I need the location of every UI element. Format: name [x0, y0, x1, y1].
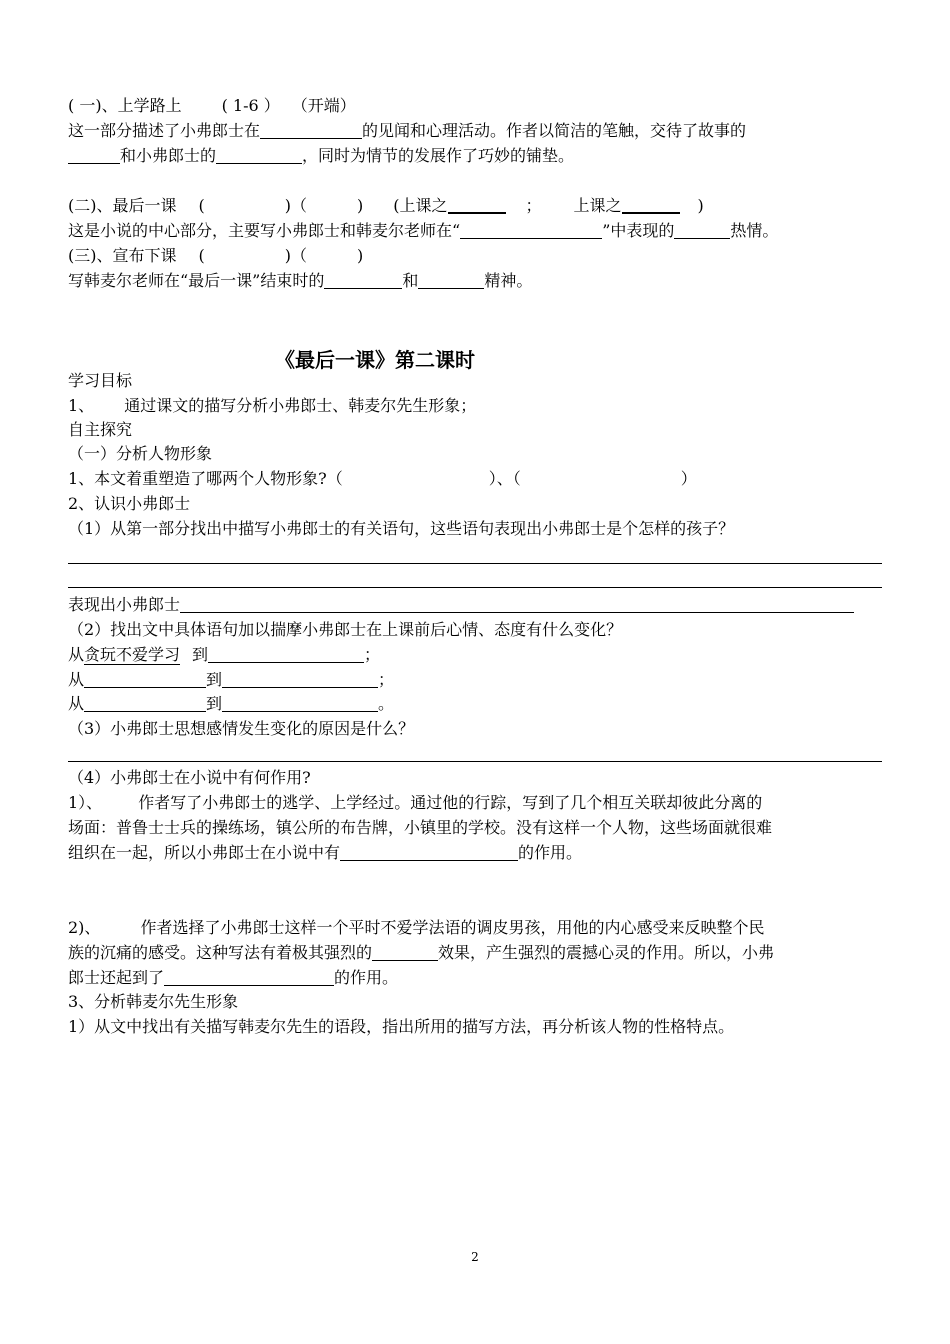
fill-blank[interactable]: [260, 122, 362, 139]
text-segment: 的作用。: [518, 843, 583, 862]
text-segment: 组织在一起，所以小弗郎士在小说中有: [68, 843, 341, 862]
fill-blank[interactable]: [84, 695, 206, 712]
text-segment: ，同时为情节的发展作了巧妙的铺垫。: [302, 146, 575, 165]
to-label: 到: [192, 645, 209, 664]
paren: (: [198, 196, 205, 215]
goals-item-number: 1、: [68, 396, 95, 415]
fill-blank[interactable]: [340, 844, 518, 861]
from-example: 贪玩不爱学习: [84, 645, 181, 664]
q2-1-answer: [68, 595, 882, 615]
text-segment: 写韩麦尔老师在“最后一课”结束时的: [68, 271, 325, 290]
role-2-line3: [68, 968, 398, 988]
text-segment: 作者写了小弗郎士的逃学、上学经过。通过他的行踪，写到了几个相互关联却彼此分离的: [138, 793, 763, 812]
part1-line2: [68, 146, 574, 166]
question-1: [68, 469, 697, 489]
question-3-1: 1）从文中找出有关描写韩麦尔先生的语段，指出所用的描写方法，再分析该人物的性格特点。: [68, 1017, 735, 1036]
role-2-line1: [68, 918, 764, 938]
text-segment: 的见闻和心理活动。作者以简洁的笔触，交待了故事的: [362, 121, 747, 140]
question-2: 2、认识小弗郎士: [68, 494, 191, 513]
part1-tag: （开端）: [291, 96, 356, 115]
to-label: 到: [206, 670, 223, 689]
text-segment: 和小弗郎士的: [120, 146, 217, 165]
text-segment: 热情。: [730, 221, 779, 240]
text-segment: 这是小说的中心部分，主要写小弗郎士和韩麦尔老师在“: [68, 221, 461, 240]
answer-line[interactable]: [68, 563, 882, 564]
paren: )（: [284, 196, 307, 215]
fill-blank[interactable]: [222, 695, 378, 712]
from-label: 从: [68, 645, 85, 664]
text-segment: 郎士还起到了: [68, 968, 165, 987]
fill-blank[interactable]: [324, 272, 402, 289]
role-1-line2: 场面：普鲁士士兵的操练场，镇公所的布告牌，小镇里的学校。没有这样一个人物，这些场面就很难: [68, 818, 773, 837]
explore-heading: 自主探究: [68, 420, 133, 439]
part1-heading-line: [68, 96, 356, 116]
role-2-number: 2)、: [68, 918, 101, 937]
paren: ): [697, 196, 704, 215]
after-class-label: 上课之: [573, 196, 622, 215]
question-3: 3、分析韩麦尔先生形象: [68, 992, 239, 1011]
fill-blank[interactable]: [164, 969, 334, 986]
answer-line[interactable]: [68, 761, 882, 762]
text-segment: 1、本文着重塑造了哪两个人物形象?（: [68, 469, 343, 488]
part3-line: [68, 271, 532, 291]
fill-blank[interactable]: [208, 646, 364, 663]
part3-heading-line: [68, 246, 363, 266]
question-2-1: （1）从第一部分找出中描写小弗郎士的有关语句，这些语句表现出小弗郎士是个怎样的孩子？: [68, 519, 735, 538]
part2-line: [68, 221, 778, 241]
page-number: 2: [471, 1250, 479, 1264]
question-2-4: （4）小弗郎士在小说中有何作用?: [68, 768, 311, 787]
change-row-2: [68, 670, 394, 690]
question-2-2: （2）找出文中具体语句加以揣摩小弗郎士在上课前后心情、态度有什么变化？: [68, 620, 623, 639]
answer-line[interactable]: [68, 587, 882, 588]
part3-heading: (三)、宣布下课: [68, 246, 177, 265]
goals-item-text: 通过课文的描写分析小弗郎士、韩麦尔先生形象；: [124, 396, 477, 415]
fill-blank[interactable]: [674, 222, 730, 239]
text-segment: 这一部分描述了小弗郎士在: [68, 121, 261, 140]
text-segment: 作者选择了小弗郎士这样一个平时不爱学法语的调皮男孩，用他的内心感受来反映整个民: [140, 918, 765, 937]
part2-heading: (二)、最后一课: [68, 196, 177, 215]
text-segment: ）、（: [488, 469, 521, 488]
text-segment: 效果，产生强烈的震撼心灵的作用。所以，小弗: [438, 943, 775, 962]
change-row-3: [68, 694, 394, 714]
explore-sub1: （一）分析人物形象: [68, 444, 213, 463]
text-segment: ”中表现的: [602, 221, 675, 240]
fill-blank[interactable]: [460, 222, 602, 239]
semicolon: ；: [525, 196, 542, 215]
paren: ): [357, 246, 364, 265]
before-class-label: (上课之: [393, 196, 448, 215]
part1-range: ( 1-6 ）: [221, 96, 280, 115]
part2-heading-line: [68, 196, 704, 216]
text-segment: 表现出小弗郎士: [68, 595, 181, 614]
from-label: 从: [68, 670, 85, 689]
part1-line1: [68, 121, 746, 141]
text-segment: 族的沉痛的感受。这种写法有着极其强烈的: [68, 943, 373, 962]
paren: ): [357, 196, 364, 215]
paren: )（: [284, 246, 307, 265]
text-segment: 的作用。: [334, 968, 399, 987]
role-1-line3: [68, 843, 582, 863]
lesson-title: 《最后一课》第二课时: [275, 348, 475, 372]
goals-item: [68, 396, 476, 416]
goals-heading: 学习目标: [68, 371, 133, 390]
semicolon: ；: [378, 670, 395, 689]
role-1-line1: [68, 793, 762, 813]
fill-blank[interactable]: [216, 147, 302, 164]
fill-blank[interactable]: [622, 196, 680, 214]
semicolon: ；: [364, 645, 381, 664]
fill-blank[interactable]: [372, 944, 438, 961]
role-1-number: 1）、: [68, 793, 103, 812]
fill-blank[interactable]: [418, 272, 484, 289]
text-segment: 和: [402, 271, 419, 290]
period: 。: [378, 694, 395, 713]
from-label: 从: [68, 694, 85, 713]
fill-blank[interactable]: [180, 596, 854, 613]
fill-blank[interactable]: [222, 671, 378, 688]
paren: (: [198, 246, 205, 265]
text-segment: 精神。: [484, 271, 533, 290]
change-row-1: [68, 645, 380, 665]
role-2-line2: [68, 943, 774, 963]
question-2-3: （3）小弗郎士思想感情发生变化的原因是什么？: [68, 719, 415, 738]
to-label: 到: [206, 694, 223, 713]
text-segment: ）: [680, 469, 697, 488]
fill-blank[interactable]: [84, 671, 206, 688]
part1-heading: ( 一)、上学路上: [68, 96, 182, 115]
fill-blank[interactable]: [448, 196, 506, 214]
fill-blank[interactable]: [68, 147, 120, 164]
